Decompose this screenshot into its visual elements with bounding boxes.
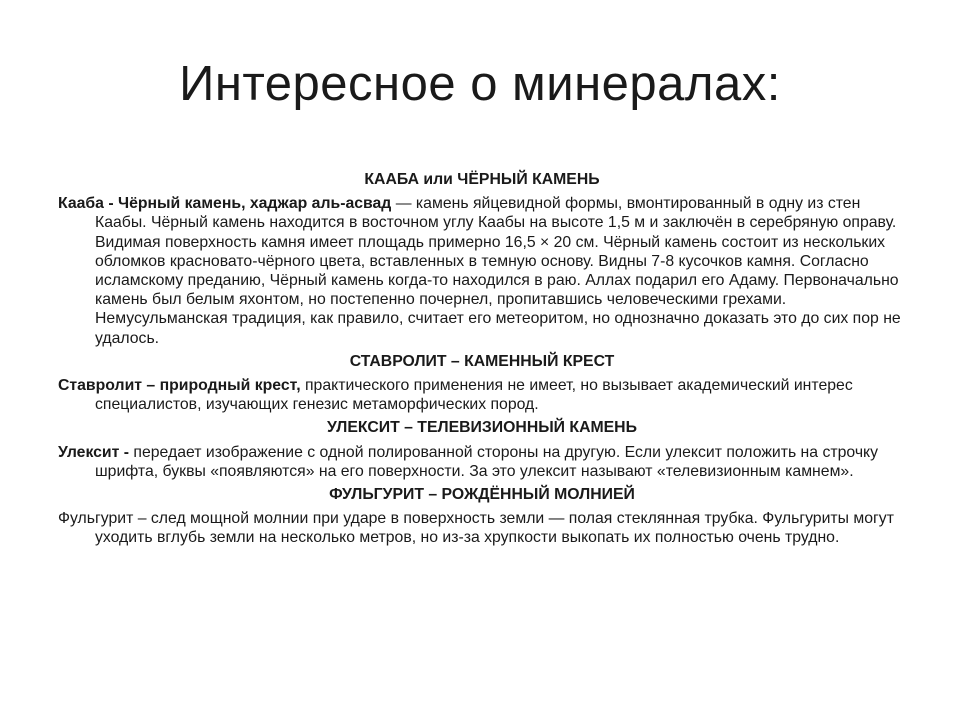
section-lead-staurolite: Ставролит – природный крест, bbox=[58, 377, 301, 395]
section-text-kaaba bbox=[58, 194, 906, 348]
section-body-staurolite: практического применения не имеет, но вызывает академический интерес специалистов, изучающих генезис метаморфических пород. bbox=[95, 377, 853, 414]
section-heading-kaaba: КААБА или ЧЁРНЫЙ КАМЕНЬ bbox=[364, 171, 600, 188]
section-heading-fulgurite: ФУЛЬГУРИТ – РОЖДЁННЫЙ МОЛНИЕЙ bbox=[329, 486, 635, 504]
section-text-staurolite bbox=[58, 376, 906, 414]
section-heading-ulexite: УЛЕКСИТ – ТЕЛЕВИЗИОННЫЙ КАМЕНЬ bbox=[327, 419, 637, 437]
section-text-ulexite bbox=[58, 443, 906, 481]
section-text-fulgurite bbox=[58, 509, 906, 547]
section-body-ulexite: передает изображение с одной полированной стороны на другую. Если улексит положить на строчку шрифта, буквы «появляются» на его поверхности. За это улексит называют «телевизионным камнем». bbox=[95, 443, 879, 480]
section-body-fulgurite: Фульгурит – след мощной молнии при ударе в поверхность земли — полая стеклянная трубка. Фульгуриты могут уходить вглубь земли на несколько метров, но из-за хрупкости выкопать их полностью очень трудно. bbox=[58, 510, 894, 547]
section-heading-staurolite: СТАВРОЛИТ – КАМЕННЫЙ КРЕСТ bbox=[349, 352, 615, 370]
slide-content bbox=[58, 170, 906, 552]
section-body-kaaba: — камень яйцевидной формы, вмонтированный в одну из стен Каабы. Чёрный камень находится в восточном углу Каабы на высоте 1,5 м и заключён в серебряную оправу. Видимая поверхность камня имеет площадь примерно 16,5 × 20 см. Чёрный камень состоит из нескольких обломков красновато-чёрного цвета, вставленных в темную основу. Видны 7-8 кусочков камня. Согласно исламскому преданию, Чёрный камень когда-то находился в раю. Аллах подарил его Адаму. Первоначально камень был белым яхонтом, но постепенно почернел, пропитавшись человеческими грехами. Немусульманская традиция, как правило, считает его метеоритом, но однозначно доказать это до сих пор не удалось. bbox=[95, 195, 901, 347]
section-lead-kaaba: Кааба - Чёрный камень, хаджар аль-асвад bbox=[58, 195, 392, 213]
section-lead-ulexite: Улексит - bbox=[58, 443, 130, 461]
slide-title: Интересное о минералах: bbox=[179, 57, 781, 111]
